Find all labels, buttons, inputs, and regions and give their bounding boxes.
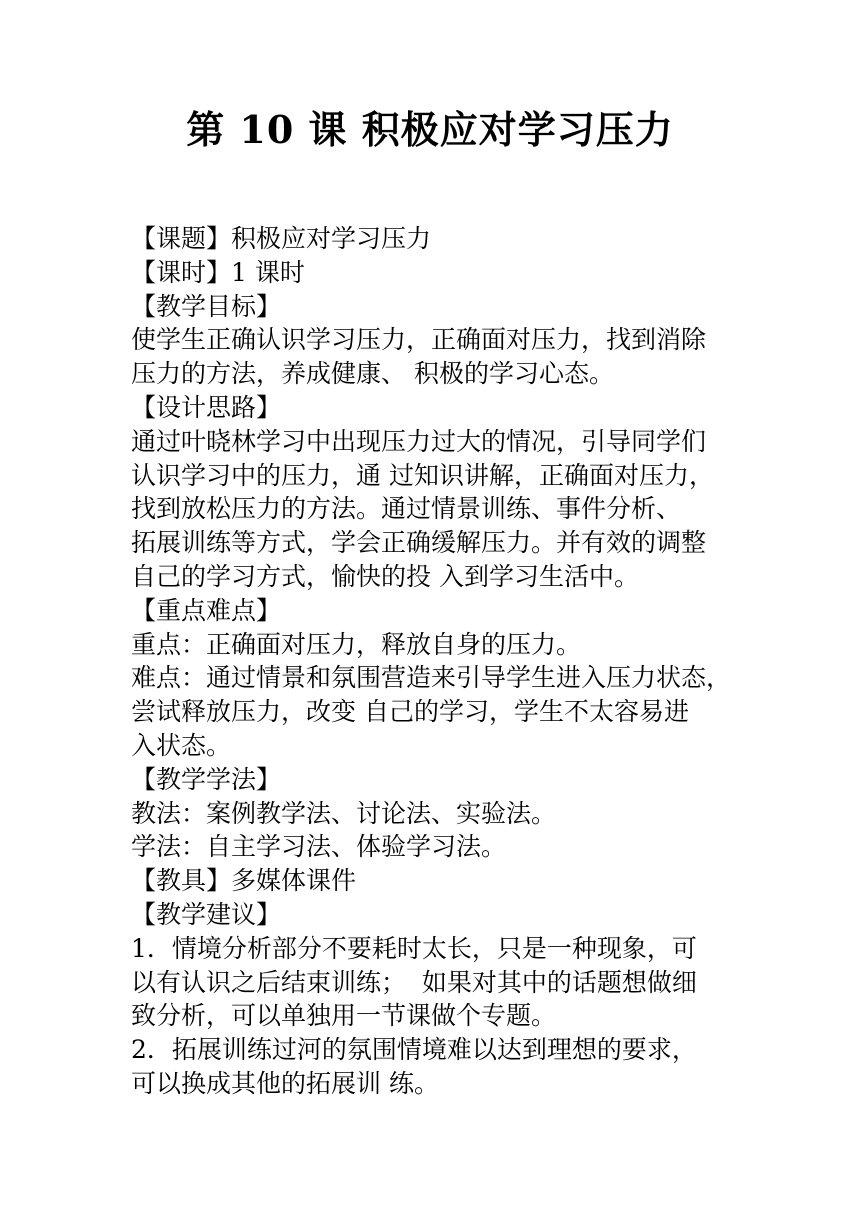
suggestion-line: 致分析，可以单独用一节课做个专题。	[131, 1001, 557, 1031]
teaching-method-line: 教法：案例教学法、讨论法、实验法。	[131, 798, 557, 828]
suggestion-line: 可以换成其他的拓展训 练。	[131, 1068, 439, 1098]
paragraph-line: 拓展训练等方式，学会正确缓解压力。并有效的调整	[131, 528, 707, 558]
paragraph-line: 认识学习中的压力，通 过知识讲解，正确面对压力，	[131, 460, 714, 490]
design-idea-heading: 【设计思路】	[131, 392, 282, 422]
teaching-aids-line: 【教具】多媒体课件	[131, 866, 357, 896]
class-hours-line: 【课时】1 课时	[131, 257, 305, 287]
teaching-goals-heading: 【教学目标】	[131, 291, 282, 321]
teaching-methods-heading: 【教学学法】	[131, 764, 282, 794]
key-point-line: 重点：正确面对压力，释放自身的压力。	[131, 629, 582, 659]
teaching-suggestions-heading: 【教学建议】	[131, 899, 282, 929]
suggestion-line: 以有认识之后结束训练； 如果对其中的话题想做细	[131, 967, 697, 997]
paragraph-line: 通过叶晓林学习中出现压力过大的情况，引导同学们	[131, 426, 707, 456]
topic-line: 【课题】积极应对学习压力	[131, 224, 432, 253]
learning-method-line: 学法：自主学习法、体验学习法。	[131, 832, 507, 862]
lesson-title: 第 10 课 积极应对学习压力	[186, 107, 674, 152]
paragraph-line: 找到放松压力的方法。通过情景训练、事件分析、	[131, 494, 682, 524]
lesson-body	[131, 222, 851, 1101]
paragraph-line: 使学生正确认识学习压力，正确面对压力，找到消除	[131, 325, 707, 355]
paragraph-line: 尝试释放压力，改变 自己的学习，学生不太容易进	[131, 697, 689, 727]
paragraph-line: 入状态。	[131, 730, 232, 760]
difficult-point-line: 难点：通过情景和氛围营造来引导学生进入压力状态，	[131, 663, 732, 693]
suggestion-line: 1．情境分析部分不要耗时太长，只是一种现象，可	[131, 933, 697, 963]
suggestion-line: 2．拓展训练过河的氛围情境难以达到理想的要求，	[131, 1035, 697, 1065]
key-difficult-points-heading: 【重点难点】	[131, 595, 282, 625]
paragraph-line: 压力的方法，养成健康、 积极的学习心态。	[131, 359, 614, 389]
paragraph-line: 自己的学习方式，愉快的投 入到学习生活中。	[131, 561, 639, 591]
